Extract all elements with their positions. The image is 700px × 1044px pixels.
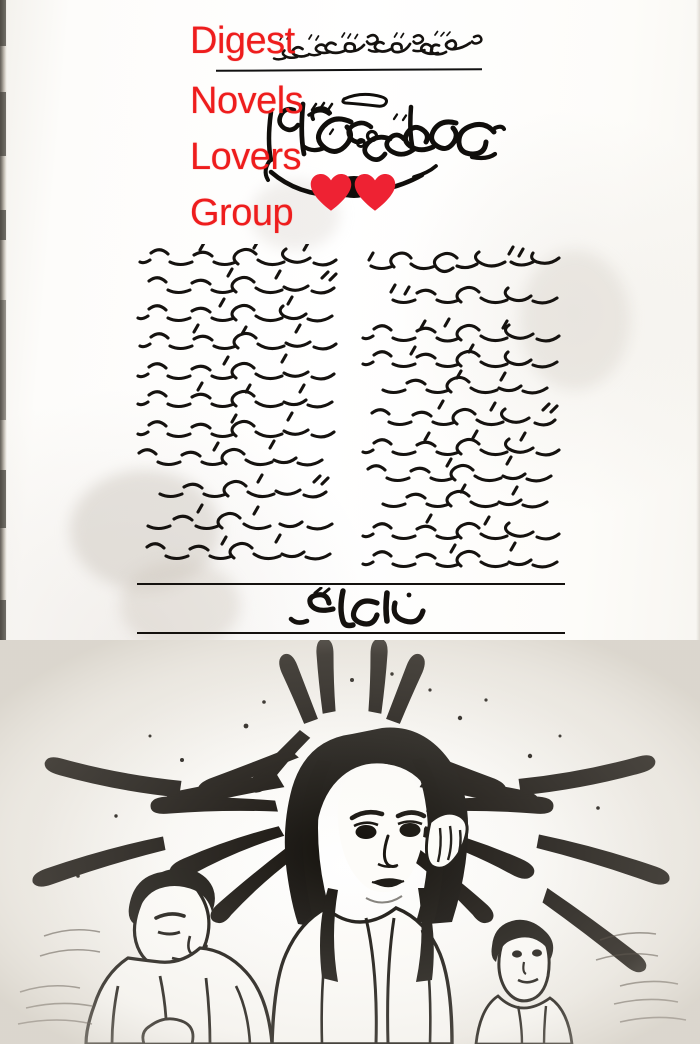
column-left [136,244,341,574]
body-text-columns [136,244,566,574]
novelette-label-box [137,583,565,635]
novelette-rule-top [137,583,565,585]
hearts-group [310,172,402,216]
author-name [268,22,483,66]
column-right [361,244,566,574]
cover-illustration [0,640,700,1044]
header-divider-rule [216,68,482,72]
watermark-line-1: Digest [190,20,295,62]
heart-icon [310,174,352,212]
watermark-line-2: Novels [190,80,304,122]
watermark-line-4: Group [190,192,294,234]
watermark-line-3: Lovers [190,136,302,178]
novelette-label [137,587,565,631]
title-header [0,0,700,240]
novelette-rule-bottom [137,632,565,634]
heart-icon [354,174,396,212]
